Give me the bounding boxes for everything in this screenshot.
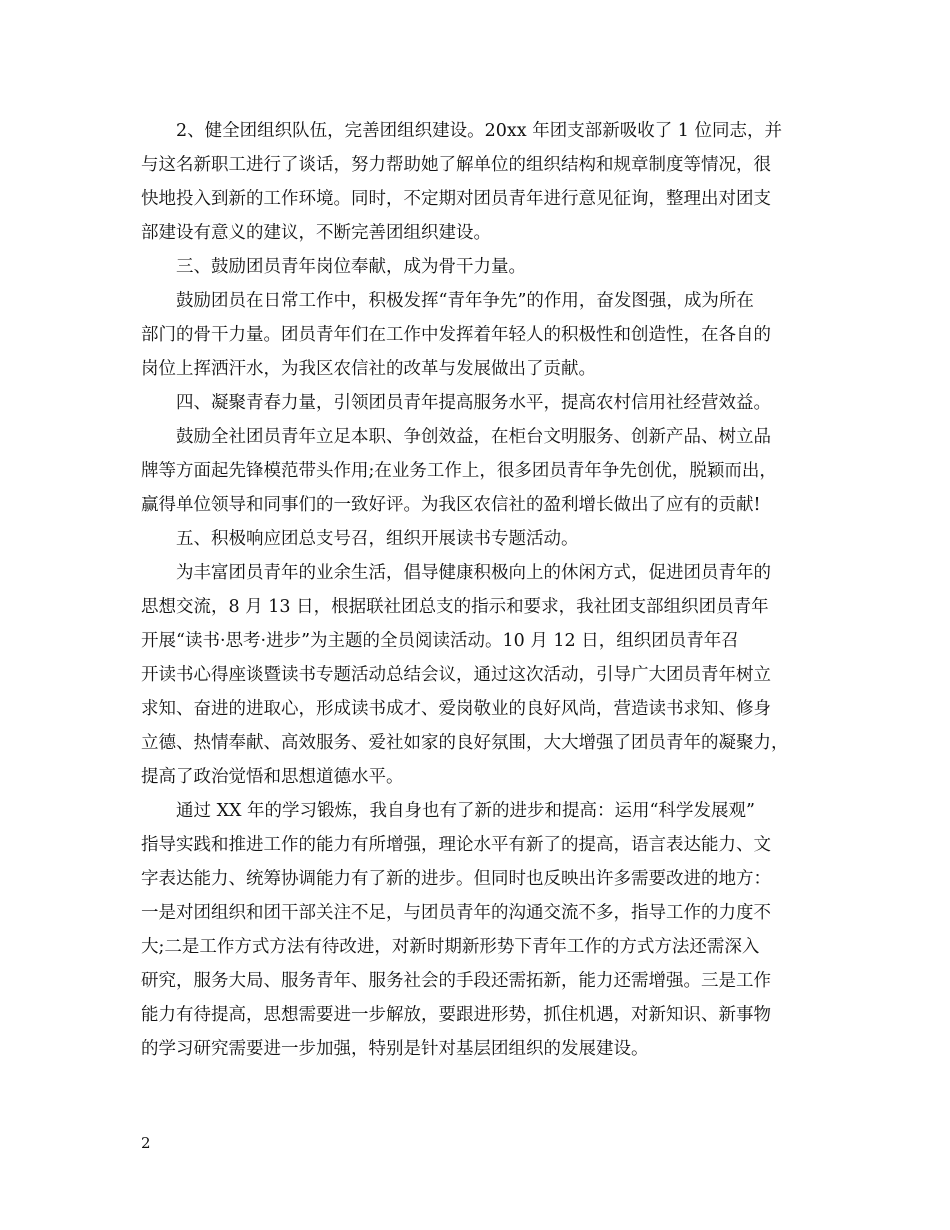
section-heading: 四、凝聚青春力量，引领团员青年提高服务水平，提高农村信用社经营效益。 (176, 393, 771, 413)
text-line: 鼓励团员在日常工作中，积极发挥“青年争先”的作用，奋发图强，成为所在 (176, 291, 754, 311)
text-line: 一是对团组织和团干部关注不足，与团员青年的沟通交流不多，指导工作的力度不 (141, 903, 771, 923)
text-line: 赢得单位领导和同事们的一致好评。为我区农信社的盈利增长做出了应有的贡献! (141, 495, 761, 515)
text-line: 立德、热情奉献、高效服务、爱社如家的良好氛围，大大增强了团员青年的凝聚力， (141, 733, 789, 753)
text-line: 岗位上挥洒汗水，为我区农信社的改革与发展做出了贡献。 (141, 359, 596, 379)
text-line: 牌等方面起先锋模范带头作用;在业务工作上，很多团员青年争先创优，脱颖而出， (141, 461, 777, 481)
text-line: 指导实践和推进工作的能力有所增强，理论水平有新了的提高，语言表达能力、文 (141, 835, 771, 855)
page-number: 2 (141, 1134, 151, 1152)
text-line: 的学习研究需要进一步加强，特别是针对基层团组织的发展建设。 (141, 1039, 649, 1059)
text-line: 开读书心得座谈暨读书专题活动总结会议，通过这次活动，引导广大团员青年树立 (141, 665, 771, 685)
text-line: 提高了政治觉悟和思想道德水平。 (141, 767, 404, 787)
text-line: 快地投入到新的工作环境。同时，不定期对团员青年进行意见征询，整理出对团支 (141, 189, 771, 209)
text-line: 开展“读书·思考·进步”为主题的全员阅读活动。10 月 12 日，组织团员青年召 (141, 631, 739, 651)
text-line: 求知、奋进的进取心，形成读书成才、爱岗敬业的良好风尚，营造读书求知、修身 (141, 699, 771, 719)
text-line: 大;二是工作方式方法有待改进，对新时期新形势下青年工作的方式方法还需深入 (141, 937, 760, 957)
text-line: 能力有待提高，思想需要进一步解放，要跟进形势，抓住机遇，对新知识、新事物 (141, 1005, 771, 1025)
text-line: 部门的骨干力量。团员青年们在工作中发挥着年轻人的积极性和创造性，在各自的 (141, 325, 771, 345)
section-heading: 三、鼓励团员青年岗位奉献，成为骨干力量。 (176, 257, 526, 277)
text-line: 通过 XX 年的学习锻炼，我自身也有了新的进步和提高：运用“科学发展观” (176, 801, 755, 821)
document-body (141, 114, 827, 1066)
text-line: 与这名新职工进行了谈话，努力帮助她了解单位的组织结构和规章制度等情况，很 (141, 155, 771, 175)
section-heading: 五、积极响应团总支号召，组织开展读书专题活动。 (176, 529, 579, 549)
text-line: 字表达能力、统筹协调能力有了新的进步。但同时也反映出许多需要改进的地方： (141, 869, 771, 889)
text-line: 为丰富团员青年的业余生活，倡导健康积极向上的休闲方式，促进团员青年的 (176, 563, 771, 583)
text-line: 思想交流，8 月 13 日，根据联社团总支的指示和要求，我社团支部组织团员青年 (141, 597, 769, 617)
text-line: 部建设有意义的建议，不断完善团组织建设。 (141, 223, 491, 243)
text-line: 2、健全团组织队伍，完善团组织建设。20xx 年团支部新吸收了 1 位同志，并 (176, 121, 782, 141)
text-line: 鼓励全社团员青年立足本职、争创效益，在柜台文明服务、创新产品、树立品 (176, 427, 771, 447)
text-line: 研究，服务大局、服务青年、服务社会的手段还需拓新，能力还需增强。三是工作 (141, 971, 771, 991)
